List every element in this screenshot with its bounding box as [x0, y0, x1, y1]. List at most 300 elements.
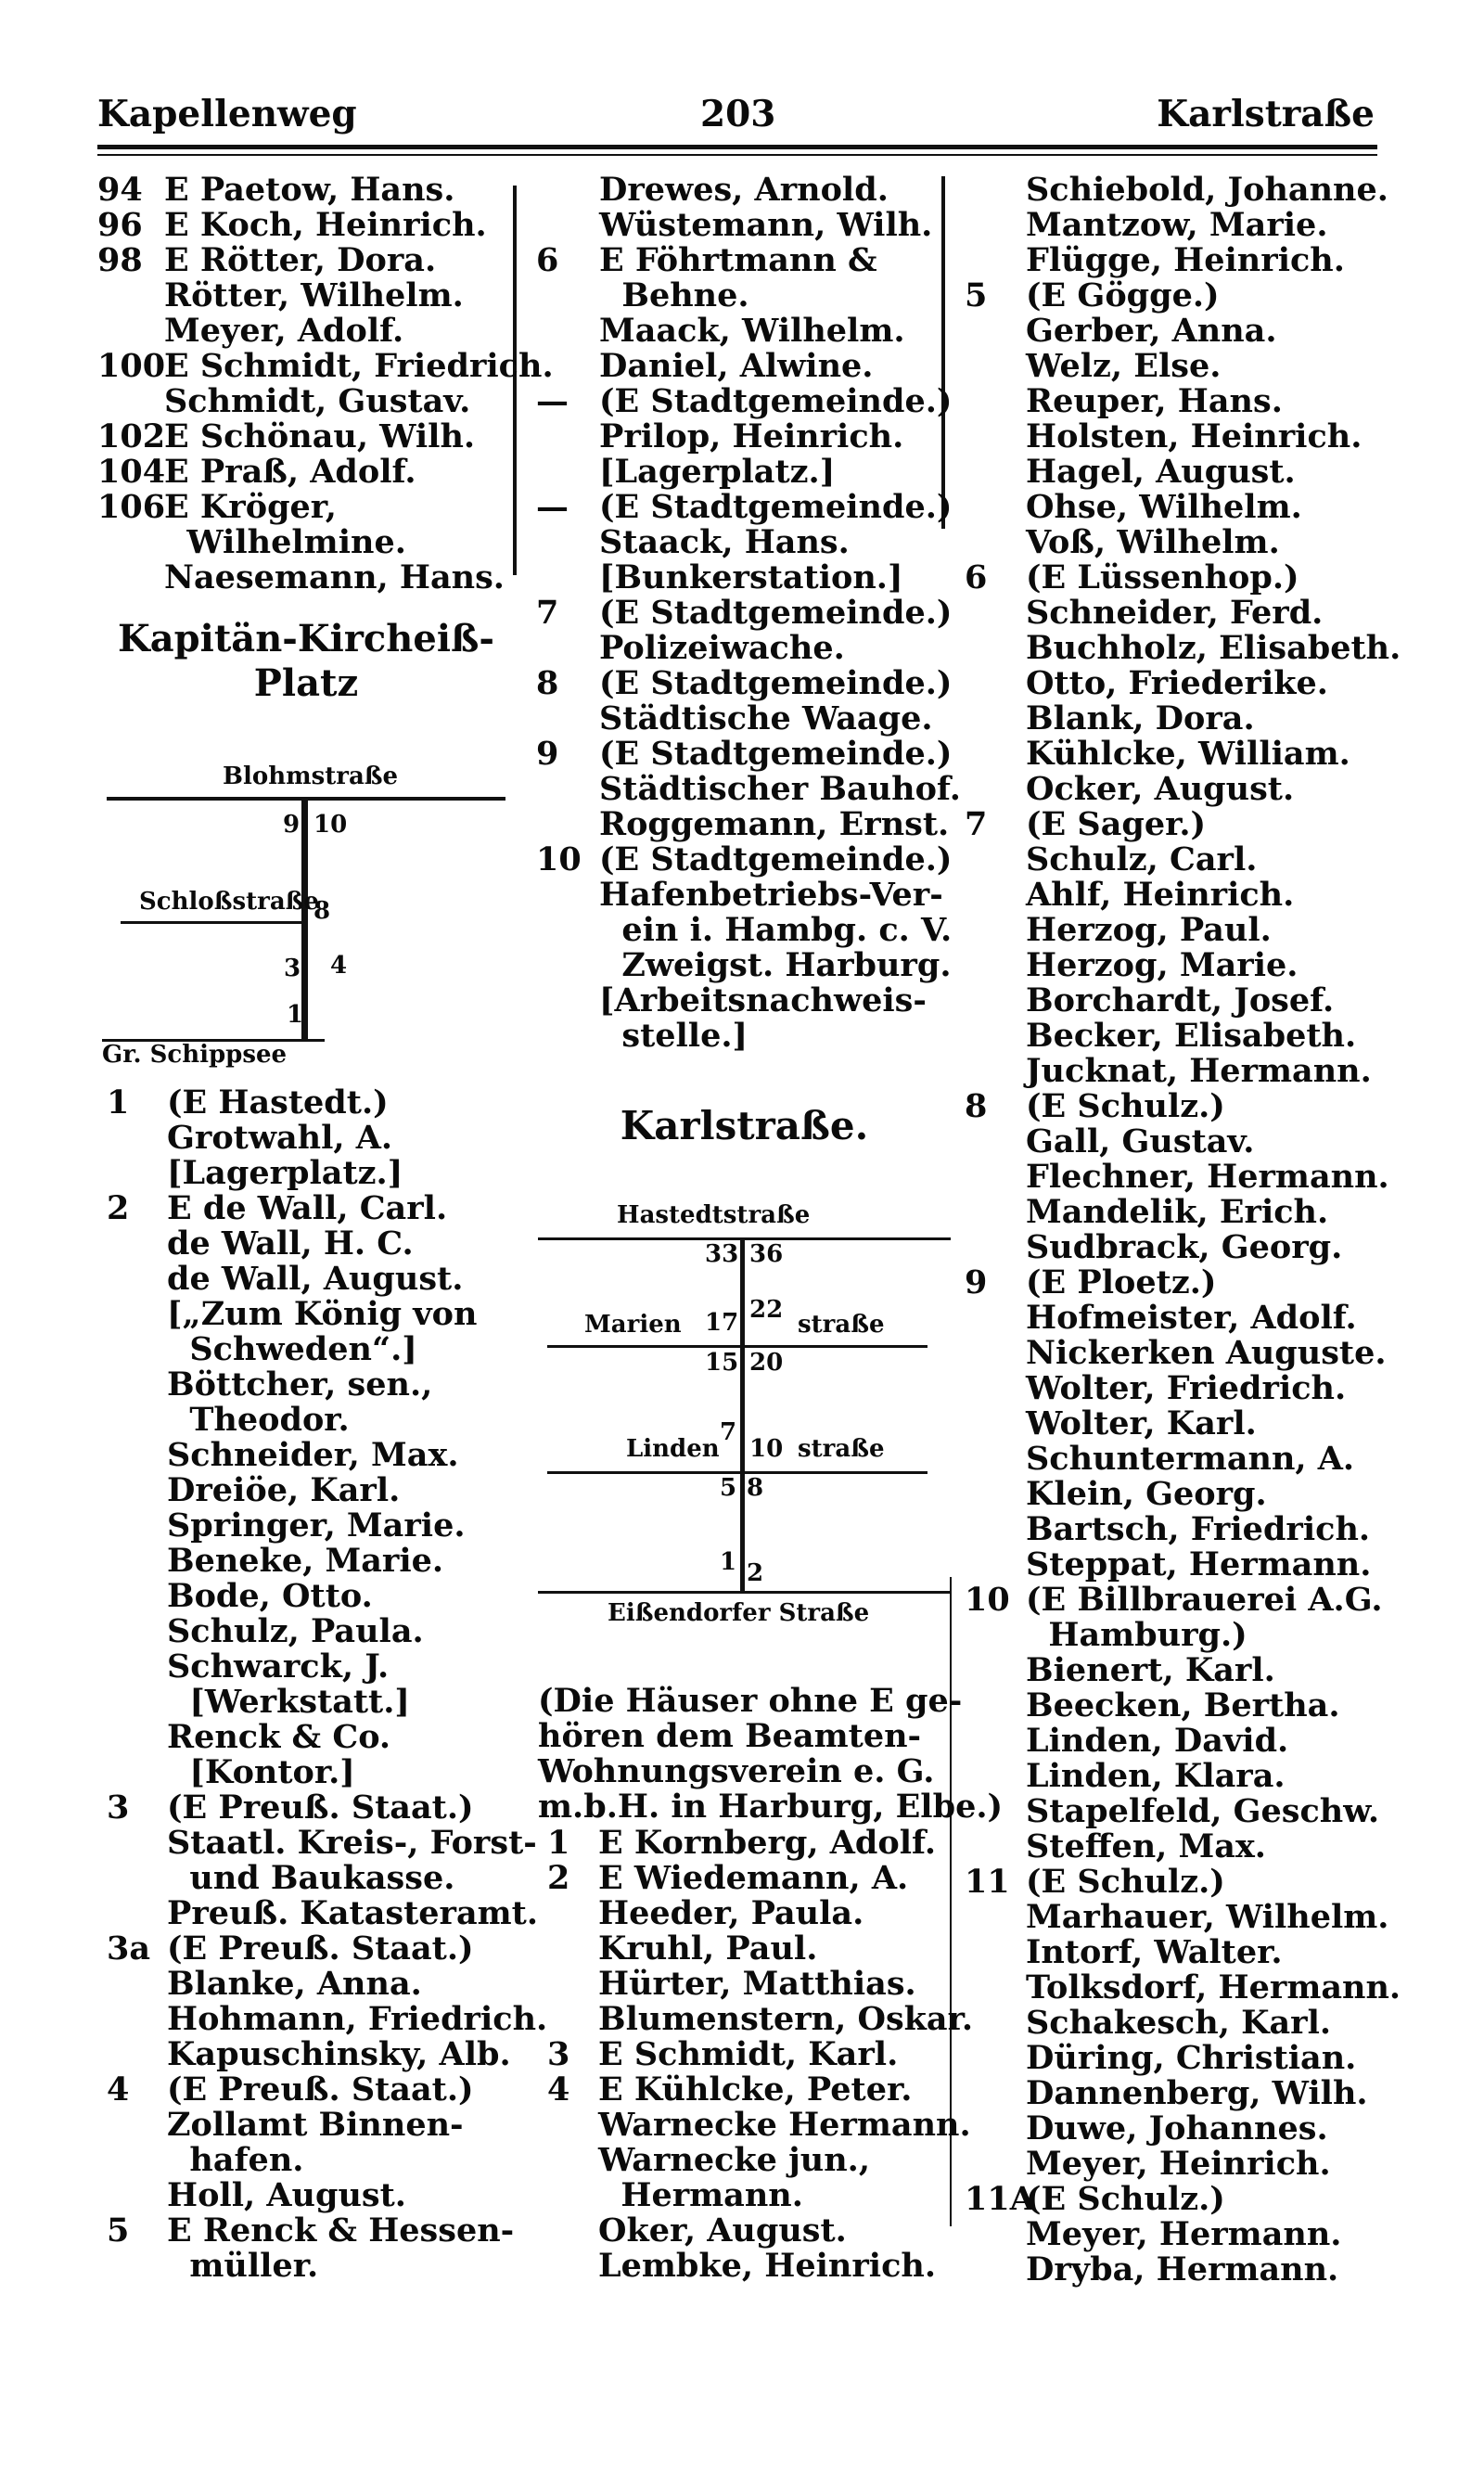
directory-entry [965, 314, 1401, 349]
house-number [547, 2213, 598, 2249]
map2-num-36: 36 [749, 1240, 784, 1268]
entry-text: Hafenbetriebs-Ver- [599, 876, 943, 914]
map2-num-7: 7 [720, 1418, 737, 1446]
entry-text: Heeder, Paula. [598, 1894, 864, 1932]
directory-entry [965, 842, 1401, 878]
directory-entry [107, 1896, 547, 1931]
directory-entry [965, 596, 1401, 631]
house-number [547, 2143, 598, 2178]
directory-entry [107, 1861, 547, 1896]
directory-entry [97, 243, 554, 278]
entry-text: Schakesch, Karl. [1026, 2004, 1332, 2042]
house-number [965, 772, 1026, 807]
house-number: 106 [97, 488, 166, 526]
entry-text: Warnecke jun., [598, 2141, 871, 2179]
house-number [536, 948, 599, 983]
directory-entry [536, 737, 961, 772]
entry-text: (E Billbrauerei A.G. [1026, 1581, 1383, 1619]
directory-entry [965, 455, 1401, 490]
directory-entry [547, 2213, 973, 2249]
house-number [965, 983, 1026, 1019]
map-num-10: 10 [313, 811, 348, 839]
entry-text: (E Stadtgemeinde.) [599, 594, 953, 632]
house-number: 2 [547, 1859, 570, 1897]
column-2-top-list [536, 173, 961, 1054]
house-number [107, 1614, 167, 1649]
directory-entry [107, 1438, 547, 1473]
entry-text: Polizeiwache. [599, 629, 845, 667]
map2-street-top: Hastedtstraße [617, 1201, 811, 1229]
directory-entry [965, 1160, 1401, 1195]
house-number [97, 278, 164, 314]
directory-entry [536, 243, 961, 278]
directory-entry [536, 983, 961, 1019]
directory-entry [965, 349, 1401, 384]
entry-text: Zweigst. Harburg. [599, 946, 952, 984]
entry-text: (E Sager.) [1026, 805, 1207, 843]
house-number: 96 [97, 206, 143, 244]
entry-text: Mandelik, Erich. [1026, 1193, 1329, 1231]
directory-entry [547, 1967, 973, 2002]
directory-entry [536, 807, 961, 842]
entry-text: Blank, Dora. [1026, 699, 1255, 737]
entry-text: Theodor. [167, 1401, 350, 1439]
house-number [107, 1896, 167, 1931]
entry-text: Flügge, Heinrich. [1026, 241, 1345, 279]
house-number [536, 772, 599, 807]
entry-text: Hermann. [598, 2176, 803, 2214]
map2-line-linden [547, 1471, 928, 1474]
section-title-line-2: Platz [253, 661, 359, 705]
section-title-karlstrasse: Karlstraße. [620, 1103, 869, 1148]
map-num-3: 3 [284, 955, 301, 982]
note-line-3: Wohnungsverein e. G. [538, 1752, 935, 1790]
directory-entry [965, 2041, 1401, 2076]
house-number [107, 1262, 167, 1297]
house-number: 8 [536, 664, 559, 702]
directory-entry [536, 701, 961, 737]
house-number [536, 983, 599, 1019]
house-number [107, 2249, 167, 2284]
house-number: 102 [97, 417, 166, 455]
directory-entry [965, 1829, 1401, 1865]
column-1-bottom-list [107, 1085, 547, 2284]
house-number [965, 2252, 1026, 2288]
directory-entry [536, 842, 961, 878]
house-number [536, 913, 599, 948]
house-number: — [536, 382, 569, 420]
directory-entry [965, 1019, 1401, 1054]
map2-num-15: 15 [705, 1349, 739, 1377]
house-number [97, 525, 164, 560]
house-number [107, 2037, 167, 2072]
map-street-top: Blohmstraße [223, 763, 399, 790]
directory-entry [536, 666, 961, 701]
entry-text: Jucknat, Hermann. [1026, 1052, 1372, 1090]
entry-text: Rötter, Wilhelm. [164, 276, 464, 314]
directory-entry [107, 2037, 547, 2072]
directory-entry [107, 1967, 547, 2002]
entry-text: Preuß. Katasteramt. [167, 1894, 539, 1932]
house-number [107, 2002, 167, 2037]
directory-entry [965, 1406, 1401, 1442]
directory-entry [107, 1121, 547, 1156]
entry-text: [Werkstatt.] [167, 1683, 410, 1721]
directory-entry [107, 1614, 547, 1649]
house-number [965, 913, 1026, 948]
directory-entry [965, 1301, 1401, 1336]
entry-text: Becker, Elisabeth. [1026, 1017, 1357, 1055]
directory-entry [547, 1861, 973, 1896]
entry-text: Gerber, Anna. [1026, 312, 1277, 350]
directory-entry [965, 1195, 1401, 1230]
house-number: 4 [547, 2070, 570, 2109]
entry-text: Daniel, Alwine. [599, 347, 874, 385]
directory-entry [107, 2178, 547, 2213]
entry-text: Hagel, August. [1026, 453, 1296, 491]
house-number [965, 419, 1026, 455]
directory-entry [536, 878, 961, 913]
house-number [107, 1297, 167, 1332]
entry-text: Maack, Wilhelm. [599, 312, 905, 350]
house-number [965, 842, 1026, 878]
directory-entry [547, 2072, 973, 2108]
directory-entry [965, 2182, 1401, 2217]
directory-entry [965, 807, 1401, 842]
directory-entry [97, 419, 554, 455]
directory-entry [965, 1371, 1401, 1406]
map2-num-2: 2 [747, 1559, 764, 1587]
running-head-left: Kapellenweg [97, 93, 357, 135]
house-number [536, 455, 599, 490]
street-map-kapitaen-kircheiss-platz [102, 756, 510, 1069]
directory-entry [965, 1265, 1401, 1301]
directory-entry [965, 1794, 1401, 1829]
map-line-left [121, 921, 306, 924]
directory-entry [107, 1191, 547, 1226]
entry-text: Stapelfeld, Geschw. [1026, 1792, 1380, 1830]
entry-text: Zollamt Binnen- [167, 2106, 464, 2144]
entry-text: Dreiöe, Karl. [167, 1471, 401, 1509]
entry-text: Wüstemann, Wilh. [599, 206, 933, 244]
house-number [965, 2076, 1026, 2111]
directory-entry [97, 490, 554, 525]
house-number [107, 1226, 167, 1262]
header-rule-thin [97, 154, 1377, 156]
directory-entry [107, 1473, 547, 1508]
entry-text: E Schmidt, Karl. [598, 2035, 899, 2073]
house-number [965, 525, 1026, 560]
entry-text: (E Gögge.) [1026, 276, 1220, 314]
house-number: 8 [965, 1087, 988, 1125]
entry-text: Roggemann, Ernst. [599, 805, 950, 843]
entry-text: E Rötter, Dora. [164, 241, 437, 279]
directory-entry [965, 913, 1401, 948]
house-number [965, 1477, 1026, 1512]
entry-text: (E Schulz.) [1026, 1863, 1225, 1901]
house-number: 3a [107, 1929, 151, 1968]
entry-text: [Kontor.] [167, 1753, 355, 1791]
entry-text: Ohse, Wilhelm. [1026, 488, 1302, 526]
house-number [965, 948, 1026, 983]
directory-entry [107, 1508, 547, 1544]
entry-text: Grotwahl, A. [167, 1119, 393, 1157]
entry-text: (E Preuß. Staat.) [167, 1929, 474, 1968]
directory-entry [965, 1935, 1401, 1970]
house-number [107, 1544, 167, 1579]
house-number [97, 314, 164, 349]
entry-text: stelle.] [599, 1017, 748, 1055]
house-number [965, 1512, 1026, 1547]
entry-text: E Koch, Heinrich. [164, 206, 487, 244]
house-number [536, 807, 599, 842]
entry-text: Tolksdorf, Hermann. [1026, 1968, 1401, 2006]
entry-text: E Kröger, [164, 488, 337, 526]
entry-text: (E Lüssenhop.) [1026, 558, 1299, 596]
entry-text: ein i. Hambg. c. V. [599, 911, 953, 949]
house-number [965, 2006, 1026, 2041]
directory-entry [97, 208, 554, 243]
house-number: 9 [536, 735, 559, 773]
directory-entry [965, 2076, 1401, 2111]
house-number [107, 1438, 167, 1473]
directory-entry [965, 1759, 1401, 1794]
directory-entry [965, 173, 1401, 208]
house-number [965, 1124, 1026, 1160]
directory-entry [536, 596, 961, 631]
directory-entry [965, 1583, 1401, 1618]
house-number [547, 2249, 598, 2284]
house-number [965, 1935, 1026, 1970]
house-number [547, 2108, 598, 2143]
map-street-left: Schloßstraße [139, 888, 319, 916]
house-number: 1 [107, 1083, 130, 1122]
entry-text: Herzog, Marie. [1026, 946, 1298, 984]
map2-num-17: 17 [705, 1309, 739, 1337]
house-number [965, 1406, 1026, 1442]
directory-entry [107, 1544, 547, 1579]
entry-text: Oker, August. [598, 2211, 847, 2250]
directory-entry [107, 1685, 547, 1720]
house-number [107, 1121, 167, 1156]
house-number [965, 314, 1026, 349]
entry-text: (E Stadtgemeinde.) [599, 488, 953, 526]
entry-text: Hürter, Matthias. [598, 1965, 916, 2003]
entry-text: Holsten, Heinrich. [1026, 417, 1362, 455]
directory-entry [965, 1688, 1401, 1724]
entry-text: Warnecke Hermann. [598, 2106, 971, 2144]
directory-entry [107, 1403, 547, 1438]
directory-entry [97, 314, 554, 349]
entry-text: müller. [167, 2247, 319, 2285]
house-number [965, 173, 1026, 208]
house-number [965, 1970, 1026, 2006]
house-number [965, 490, 1026, 525]
directory-entry [107, 1262, 547, 1297]
section-title-line-1: Kapitän-Kircheiß- [117, 617, 495, 660]
house-number: 7 [965, 805, 988, 843]
directory-entry [965, 983, 1401, 1019]
map2-num-33: 33 [705, 1240, 739, 1268]
directory-entry [965, 208, 1401, 243]
house-number [107, 2108, 167, 2143]
note-line-1: (Die Häuser ohne E ge- [538, 1682, 963, 1720]
house-number [965, 455, 1026, 490]
house-number [965, 349, 1026, 384]
house-number [965, 1054, 1026, 1089]
entry-text: Dryba, Hermann. [1026, 2250, 1339, 2288]
house-number [965, 1336, 1026, 1371]
house-number [547, 1931, 598, 1967]
entry-text: Schneider, Max. [167, 1436, 459, 1474]
directory-entry [107, 1579, 547, 1614]
entry-text: Schweden“.] [167, 1330, 417, 1368]
column-1-top-list [97, 173, 554, 596]
entry-text: Buchholz, Elisabeth. [1026, 629, 1401, 667]
map2-street-marien-right: straße [798, 1311, 885, 1339]
directory-entry [107, 1367, 547, 1403]
map-num-1: 1 [287, 1001, 304, 1029]
directory-entry [107, 2249, 547, 2284]
house-number [107, 1649, 167, 1685]
entry-text: Mantzow, Marie. [1026, 206, 1328, 244]
directory-entry [965, 1618, 1401, 1653]
house-number [965, 1160, 1026, 1195]
directory-entry [107, 1297, 547, 1332]
map-num-9: 9 [283, 811, 301, 839]
entry-text: Naesemann, Hans. [164, 558, 505, 596]
entry-text: Reuper, Hans. [1026, 382, 1283, 420]
directory-entry [107, 1755, 547, 1790]
entry-text: Meyer, Hermann. [1026, 2215, 1342, 2253]
entry-text: [Bunkerstation.] [599, 558, 903, 596]
directory-entry [97, 384, 554, 419]
directory-entry [107, 1931, 547, 1967]
entry-text: Marhauer, Wilhelm. [1026, 1898, 1389, 1936]
directory-entry [965, 737, 1401, 772]
entry-text: (E Schulz.) [1026, 2180, 1225, 2218]
house-number [97, 560, 164, 596]
directory-entry [965, 1230, 1401, 1265]
house-number: 10 [965, 1581, 1010, 1619]
directory-entry [97, 349, 554, 384]
entry-text: Hohmann, Friedrich. [167, 2000, 548, 2038]
directory-entry [965, 1547, 1401, 1583]
house-number [536, 701, 599, 737]
header-rule-thick [97, 145, 1377, 149]
map2-num-22: 22 [749, 1296, 784, 1324]
house-number [107, 2178, 167, 2213]
house-number [965, 1688, 1026, 1724]
running-head-right: Karlstraße [1157, 93, 1375, 135]
entry-text: (E Preuß. Staat.) [167, 1788, 474, 1827]
map2-line-bottom [538, 1591, 951, 1594]
house-number [965, 1195, 1026, 1230]
directory-entry [107, 2002, 547, 2037]
house-number: 9 [965, 1263, 988, 1301]
house-number [965, 243, 1026, 278]
entry-text: [Arbeitsnachweis- [599, 981, 927, 1019]
entry-text: Blumenstern, Oskar. [598, 2000, 974, 2038]
directory-entry [536, 525, 961, 560]
directory-entry [547, 2249, 973, 2284]
house-number [965, 596, 1026, 631]
directory-entry [965, 2252, 1401, 2288]
house-number [536, 173, 599, 208]
map-num-8: 8 [313, 897, 331, 925]
entry-text: E Schönau, Wilh. [164, 417, 476, 455]
directory-entry [965, 525, 1401, 560]
house-number: 100 [97, 347, 166, 385]
directory-entry [965, 560, 1401, 596]
directory-entry [965, 419, 1401, 455]
entry-text: Meyer, Adolf. [164, 312, 404, 350]
entry-text: de Wall, August. [167, 1260, 464, 1298]
entry-text: Springer, Marie. [167, 1506, 466, 1545]
house-number [107, 1826, 167, 1861]
map2-num-20: 20 [749, 1349, 784, 1377]
house-number [965, 737, 1026, 772]
directory-entry [107, 1649, 547, 1685]
house-number [107, 1508, 167, 1544]
directory-entry [547, 2037, 973, 2072]
house-number: 3 [107, 1788, 130, 1827]
house-number [536, 419, 599, 455]
entry-text: Duwe, Johannes. [1026, 2109, 1328, 2147]
entry-text: Bode, Otto. [167, 1577, 373, 1615]
entry-text: Wilhelmine. [164, 523, 406, 561]
house-number [107, 1332, 167, 1367]
directory-entry [965, 948, 1401, 983]
directory-entry [965, 243, 1401, 278]
house-number [965, 2111, 1026, 2147]
directory-entry [965, 878, 1401, 913]
entry-text: E Schmidt, Friedrich. [164, 347, 554, 385]
house-number [97, 384, 164, 419]
house-number: — [536, 488, 569, 526]
entry-text: [„Zum König von [167, 1295, 478, 1333]
entry-text: (E Hastedt.) [167, 1083, 389, 1122]
house-number: 98 [97, 241, 143, 279]
entry-text: E Föhrtmann & [599, 241, 877, 279]
house-number [965, 1442, 1026, 1477]
directory-entry [536, 948, 961, 983]
house-number [536, 878, 599, 913]
house-number [107, 2143, 167, 2178]
house-number [107, 1720, 167, 1755]
directory-entry [965, 1442, 1401, 1477]
directory-entry [547, 2002, 973, 2037]
entry-text: Linden, Klara. [1026, 1757, 1286, 1795]
house-number [107, 1579, 167, 1614]
entry-text: Blanke, Anna. [167, 1965, 422, 2003]
directory-entry [965, 1970, 1401, 2006]
house-number [965, 1301, 1026, 1336]
house-number [536, 525, 599, 560]
house-number: 3 [547, 2035, 570, 2073]
entry-text: Düring, Christian. [1026, 2039, 1357, 2077]
entry-text: Hofmeister, Adolf. [1026, 1299, 1357, 1337]
entry-text: Wolter, Karl. [1026, 1404, 1257, 1442]
directory-entry [536, 455, 961, 490]
directory-entry [536, 419, 961, 455]
house-number [547, 1896, 598, 1931]
entry-text: Städtischer Bauhof. [599, 770, 961, 808]
entry-text: Böttcher, sen., [167, 1365, 433, 1404]
map2-line-vertical [740, 1237, 745, 1592]
entry-text: (E Stadtgemeinde.) [599, 840, 953, 878]
house-number [965, 208, 1026, 243]
